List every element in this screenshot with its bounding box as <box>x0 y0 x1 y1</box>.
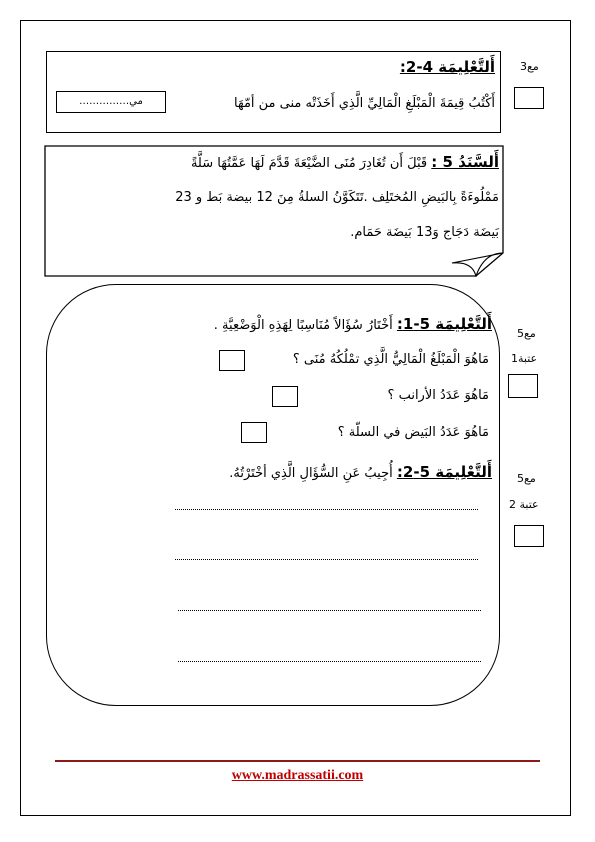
task-5-2-heading-line <box>92 463 492 481</box>
task-5-2-text: أُجِيبُ عَنِ السُّؤَالِ الَّذِي أخْتَرْتُهُ. <box>229 466 393 481</box>
score-box-5-1[interactable] <box>508 374 538 398</box>
support-5-line-2: مَمْلُوءَةً بِالبَيضِ المُختَلِف .تَتَكَوَّنُ السلةُ مِنَ 12 بيضة بَط و 23 <box>175 190 499 205</box>
task-5-1-heading: أَلتَّعْلِيمَة 5-1: <box>396 315 492 333</box>
option-1-label: مَاهُوَ الْمَبْلَغُ الْمَالِيُّ الَّذِي تمْلُكُهُ مُنَى ؟ <box>292 352 489 367</box>
support-5-heading: أَلسَّنَدُ 5 : <box>431 153 499 171</box>
answer-field[interactable] <box>56 91 166 113</box>
task-5-1-heading-line <box>92 315 492 333</box>
answer-suffix: ……………مي <box>79 96 143 107</box>
score-box-5-2[interactable] <box>514 525 544 547</box>
margin-label-threshold-2: عتبة 2 <box>509 498 539 511</box>
tasks-5-box <box>46 284 500 706</box>
option-3-label: مَاهُوَ عَدَدُ البَيض في السلّة ؟ <box>337 425 489 440</box>
margin-label-threshold-1: عتبة1 <box>511 352 538 365</box>
support-5-line-3: بَيضَة دَجَاج وَ13 بَيضَة حَمَام. <box>350 225 499 240</box>
task-5-1-text: أَخْتَارُ سُؤَالاً مُنَاسِبًا لِهَذِهِ الْوَضْعِيَّةِ . <box>213 318 393 333</box>
answer-line-1[interactable] <box>175 509 478 510</box>
option-2-checkbox[interactable] <box>272 386 298 407</box>
footer-url[interactable]: www.madrassatii.com <box>231 768 364 783</box>
score-box-4-2[interactable] <box>514 87 544 109</box>
margin-label-mo5-b: مع5 <box>517 472 536 485</box>
answer-line-4[interactable] <box>178 661 481 662</box>
task-4-2-text: أَكْتُبُ قِيمَةَ الْمَبْلَغِ الْمَالِيِّ الَّذِي أَخَذَتْه منى من أمّهَا <box>234 96 495 111</box>
option-1-checkbox[interactable] <box>219 350 245 371</box>
answer-line-2[interactable] <box>175 559 478 560</box>
margin-label-mo5-a: مع5 <box>517 327 536 340</box>
support-5-heading-line <box>49 153 499 171</box>
margin-label-mo3: مع3 <box>520 60 539 73</box>
option-2-label: مَاهُوَ عَدَدُ الأرانب ؟ <box>387 388 489 403</box>
answer-line-3[interactable] <box>178 610 481 611</box>
task-5-2-heading: أَلتَّعْلِيمَة 5-2: <box>396 463 492 481</box>
footer-line <box>55 760 540 762</box>
task-4-2-heading: أَلتَّعْلِيمَة 4-2: <box>399 58 495 76</box>
option-3-checkbox[interactable] <box>241 422 267 443</box>
support-5-line-1: قَبْلَ أَن تُغَادِرَ مُنَى الضَّيْعَةَ قَدَّمَ لَهَا عَمَّتُهَا سَلَّةً <box>190 156 428 171</box>
